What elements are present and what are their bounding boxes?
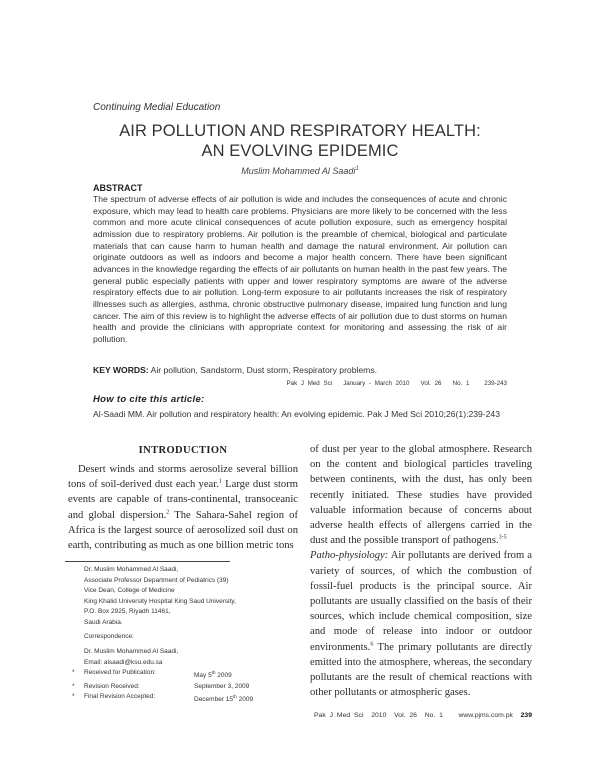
citation-text: Al-Saadi MM. Air pollution and respiratory health: An evolving epidemic. Pak J Med Sci 2010;26(1):239-243 bbox=[93, 409, 500, 419]
bullet-icon: * bbox=[72, 693, 75, 701]
author-affiliation bbox=[84, 565, 236, 628]
affiliation-line: King Khalid University Hospital King Saud University, bbox=[84, 597, 236, 605]
author-affiliation-mark: 1 bbox=[355, 166, 359, 172]
journal-reference: Pak J Med Sci January - March 2010 Vol. 26 No. 1 239-243 bbox=[286, 380, 507, 387]
bullet-icon: * bbox=[72, 669, 75, 676]
intro-paragraph-1 bbox=[68, 462, 298, 553]
page-number: 239 bbox=[520, 712, 532, 719]
text-run: Large dust storm events are capable of trans-continental, transoceanic and global dispersion. bbox=[68, 479, 299, 521]
footer-journal-info: Pak J Med Sci 2010 Vol. 26 No. 1 www.pjms.com.pk bbox=[314, 712, 521, 719]
date-text: May 5 bbox=[194, 672, 212, 680]
abstract-heading: ABSTRACT bbox=[93, 183, 143, 193]
reference-mark[interactable]: 6 bbox=[370, 641, 374, 648]
title-line-1: AIR POLLUTION AND RESPIRATORY HEALTH: bbox=[119, 122, 481, 140]
text-run: of dust per year to the global atmosphere. Research on the content and biological particles traveling between continents, with the dust, has only been recently initiated. These studies have provided valuable information because of concerns about adverse health effects of allergens carried in the dust and the possible transport of pathogens. bbox=[310, 444, 532, 547]
right-column bbox=[310, 442, 532, 700]
keywords bbox=[93, 365, 377, 375]
affiliation-line: Vice Dean, College of Medicine bbox=[84, 587, 175, 594]
pathophysiology-paragraph bbox=[310, 548, 532, 700]
affiliation-line: Saudi Arabia. bbox=[84, 618, 123, 626]
correspondence-label: Correspondence: bbox=[84, 633, 134, 640]
ordinal-suffix: th bbox=[211, 670, 216, 675]
left-column bbox=[68, 462, 298, 553]
keywords-text: Air pollution, Sandstorm, Dust storm, Respiratory problems. bbox=[148, 365, 378, 375]
keywords-label: KEY WORDS: bbox=[93, 365, 149, 375]
publication-dates bbox=[72, 668, 253, 706]
article-title bbox=[60, 121, 540, 161]
date-value bbox=[194, 668, 232, 682]
date-value: September 3, 2009 bbox=[194, 682, 250, 690]
text-run: Desert winds and storms aerosolize several billion tons of soil-derived dust each year. bbox=[68, 464, 298, 491]
abstract-text: The spectrum of adverse effects of air pollution is wide and includes the consequences of acute and chronic exposure, which may lead to health care problems. Physicians are more likely to be concerned with the less common and more acute clinical consequences of acute pollution exposure, such as emergency hospital admission due to respiratory problems. Air pollution is the preamble of chemical, biological and particulate materials that can cause harm to human health and damage the natural environment. Air pollution can originate outdoors as well as indoors and become a major health concern. There have been significant advances in the knowledge regarding the effects of air pollutants on human health in the past few years. The general public especially patients with upper and lower respiratory symptoms are aware of the adverse respiratory effects due to air pollution. Long-term exposure to air pollutants increases the risk of respiratory illnesses such as allergies, asthma, chronic obstructive pulmonary disease, impaired lung function and lung cancer. The aim of this review is to highlight the adverse effects of air pollution due to dust storms on human health and provide the clinicians with appropriate context for monitoring and assessing the risk of air pollution. bbox=[93, 194, 507, 344]
title-line-2: AN EVOLVING EPIDEMIC bbox=[201, 142, 399, 160]
affiliation-line: Associate Professor Department of Pediatrics (39) bbox=[84, 576, 229, 584]
introduction-heading: INTRODUCTION bbox=[138, 445, 228, 456]
text-run: The primary pollutants are directly emitted into the atmosphere, whereas, the secondary pollutants are the result of chemical reactions with other pollutants or atmospheric gases. bbox=[310, 641, 532, 699]
pathophysiology-label: Patho-physiology: bbox=[310, 550, 389, 562]
reference-mark[interactable]: 2 bbox=[166, 509, 170, 516]
date-revision bbox=[72, 682, 253, 693]
date-label: Final Revision Accepted: bbox=[84, 693, 156, 701]
reference-mark[interactable]: 1 bbox=[218, 478, 222, 485]
author bbox=[60, 166, 540, 176]
author-name: Muslim Mohammed Al Saadi bbox=[241, 166, 356, 176]
date-text: December 15 bbox=[194, 696, 234, 704]
text-run: Air pollutants are derived from a variety of sources, of which the combustion of fossil-fuel products is the principal source. Air pollutants are usually classified on the basis of their sources, which include chemical composition, size and mode of release into indoor or outdoor environments. bbox=[310, 550, 532, 653]
correspondence-name: Dr. Muslim Mohammed Al Saadi, bbox=[84, 648, 179, 655]
date-accepted bbox=[72, 692, 253, 706]
ordinal-suffix: th bbox=[233, 694, 237, 700]
reference-mark[interactable]: 3-5 bbox=[498, 534, 507, 541]
date-value bbox=[194, 692, 253, 706]
date-year: 2009 bbox=[215, 672, 232, 680]
intro-paragraph-1-cont bbox=[310, 442, 532, 548]
page-footer bbox=[300, 712, 532, 719]
affiliation-line: P.O. Box 2925, Riyadh 11461, bbox=[84, 608, 171, 615]
affiliation-line: Dr. Muslim Mohammed Al Saadi, bbox=[84, 566, 179, 573]
text-run: The Sahara-Sahel region of Africa is the largest source of aerosolized soil dust on earth, contributing as much as one billion metric tons bbox=[68, 509, 298, 552]
date-year: 2009 bbox=[236, 696, 254, 704]
bullet-icon: * bbox=[72, 682, 75, 690]
date-label: Revision Received: bbox=[84, 682, 140, 690]
date-label: Received for Publication: bbox=[84, 669, 156, 676]
citation-heading: How to cite this article: bbox=[93, 394, 205, 405]
date-received bbox=[72, 668, 253, 682]
correspondence-block bbox=[84, 647, 178, 668]
correspondence-email[interactable]: Email: alsaadi@ksu.edu.sa bbox=[84, 658, 163, 666]
footnote-divider bbox=[65, 561, 230, 562]
section-label: Continuing Medial Education bbox=[93, 102, 221, 113]
